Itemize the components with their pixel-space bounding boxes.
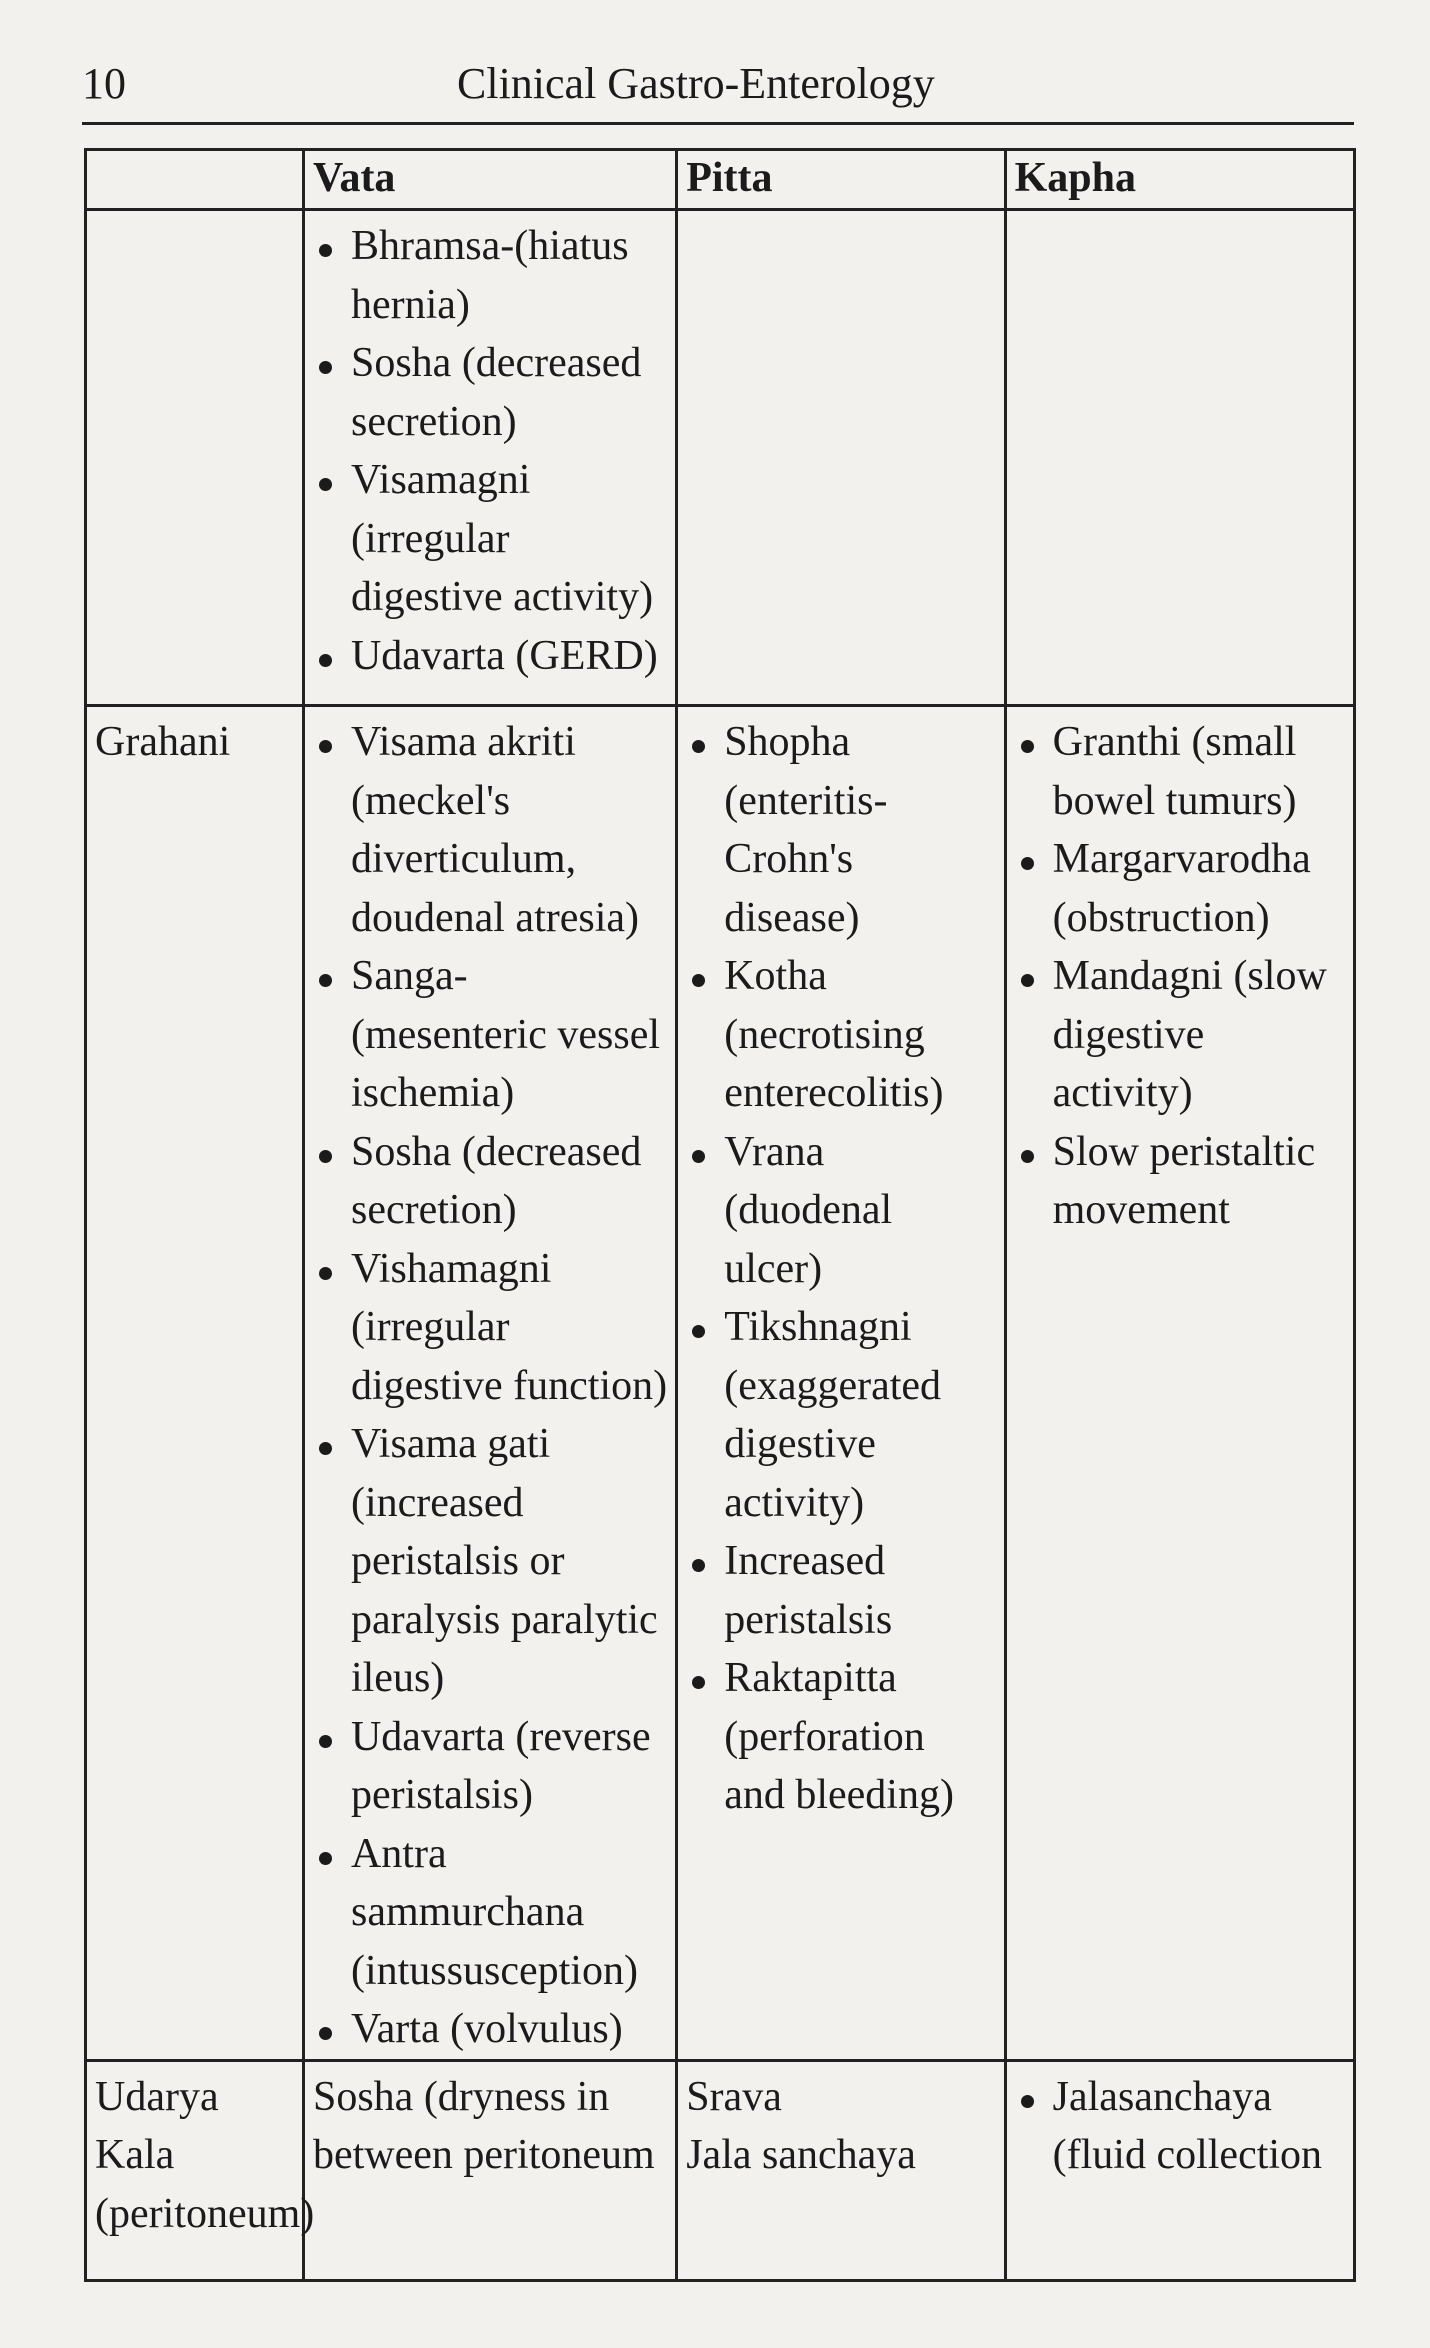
row-label: Grahani [86,706,304,2061]
kapha-cell [1005,2060,1354,2280]
list-item: Vishamagni (irregular digestive function) [313,1240,667,1416]
list-item: Increased peristalsis [686,1532,995,1649]
header-cell-empty [86,150,304,210]
vata-list [313,217,667,685]
list-item: Granthi (small bowel tumurs) [1015,713,1345,830]
list-item: Varta (volvulus) [313,2000,667,2059]
vata-cell: Sosha (dryness in between peritoneum [303,2060,676,2280]
page-header [82,52,1354,125]
list-item: Antra sammurchana (intussusception) [313,1825,667,2001]
kapha-list [1015,2068,1345,2185]
pitta-cell [677,706,1005,2061]
list-item: Bhramsa-(hiatus hernia) [313,217,667,334]
list-item: Vrana (duodenal ulcer) [686,1123,995,1299]
list-item: Kotha (necrotising enterecolitis) [686,947,995,1123]
row-label [86,210,304,706]
pitta-list [686,713,995,1825]
list-item: Sanga- (mesenteric vessel ischemia) [313,947,667,1123]
list-item: Mandagni (slow digestive activity) [1015,947,1345,1123]
list-item: Shopha (enteritis- Crohn's disease) [686,713,995,947]
list-item: Margarvarodha (obstruction) [1015,830,1345,947]
list-item: Slow peristaltic movement [1015,1123,1345,1240]
kapha-list [1015,713,1345,1240]
pitta-cell [677,210,1005,706]
list-item: Tikshnagni (exaggerated digestive activity) [686,1298,995,1532]
vata-list [313,713,667,2059]
dosha-table [84,148,1356,2282]
pitta-line: Jala sanchaya [686,2132,916,2178]
kapha-cell [1005,706,1354,2061]
table-row [86,706,1355,2061]
list-item: Sosha (decreased secretion) [313,334,667,451]
pitta-cell [677,2060,1005,2280]
kapha-cell [1005,210,1354,706]
list-item: Udavarta (reverse peristalsis) [313,1708,667,1825]
table-header-row [86,150,1355,210]
list-item: Udavarta (GERD) [313,627,667,686]
row-label: Udarya Kala (peritoneum) [86,2060,304,2280]
header-pitta: Pitta [677,150,1005,210]
table-row [86,2060,1355,2280]
page-number: 10 [82,59,126,108]
list-item: Visamagni (irregular digestive activity) [313,451,667,627]
list-item: Sosha (decreased secretion) [313,1123,667,1240]
header-vata: Vata [303,150,676,210]
list-item: Visama gati (increased peristalsis or paralysis paralytic ileus) [313,1415,667,1708]
list-item: Jalasanchaya (fluid collection [1015,2068,1345,2185]
table-row [86,210,1355,706]
vata-cell [303,706,676,2061]
header-kapha: Kapha [1005,150,1354,210]
running-title: Clinical Gastro-Enterology [457,59,935,108]
list-item: Raktapitta (perforation and bleeding) [686,1649,995,1825]
pitta-line: Srava [686,2073,782,2120]
list-item: Visama akriti (meckel's diverticulum, doudenal atresia) [313,713,667,947]
vata-cell [303,210,676,706]
